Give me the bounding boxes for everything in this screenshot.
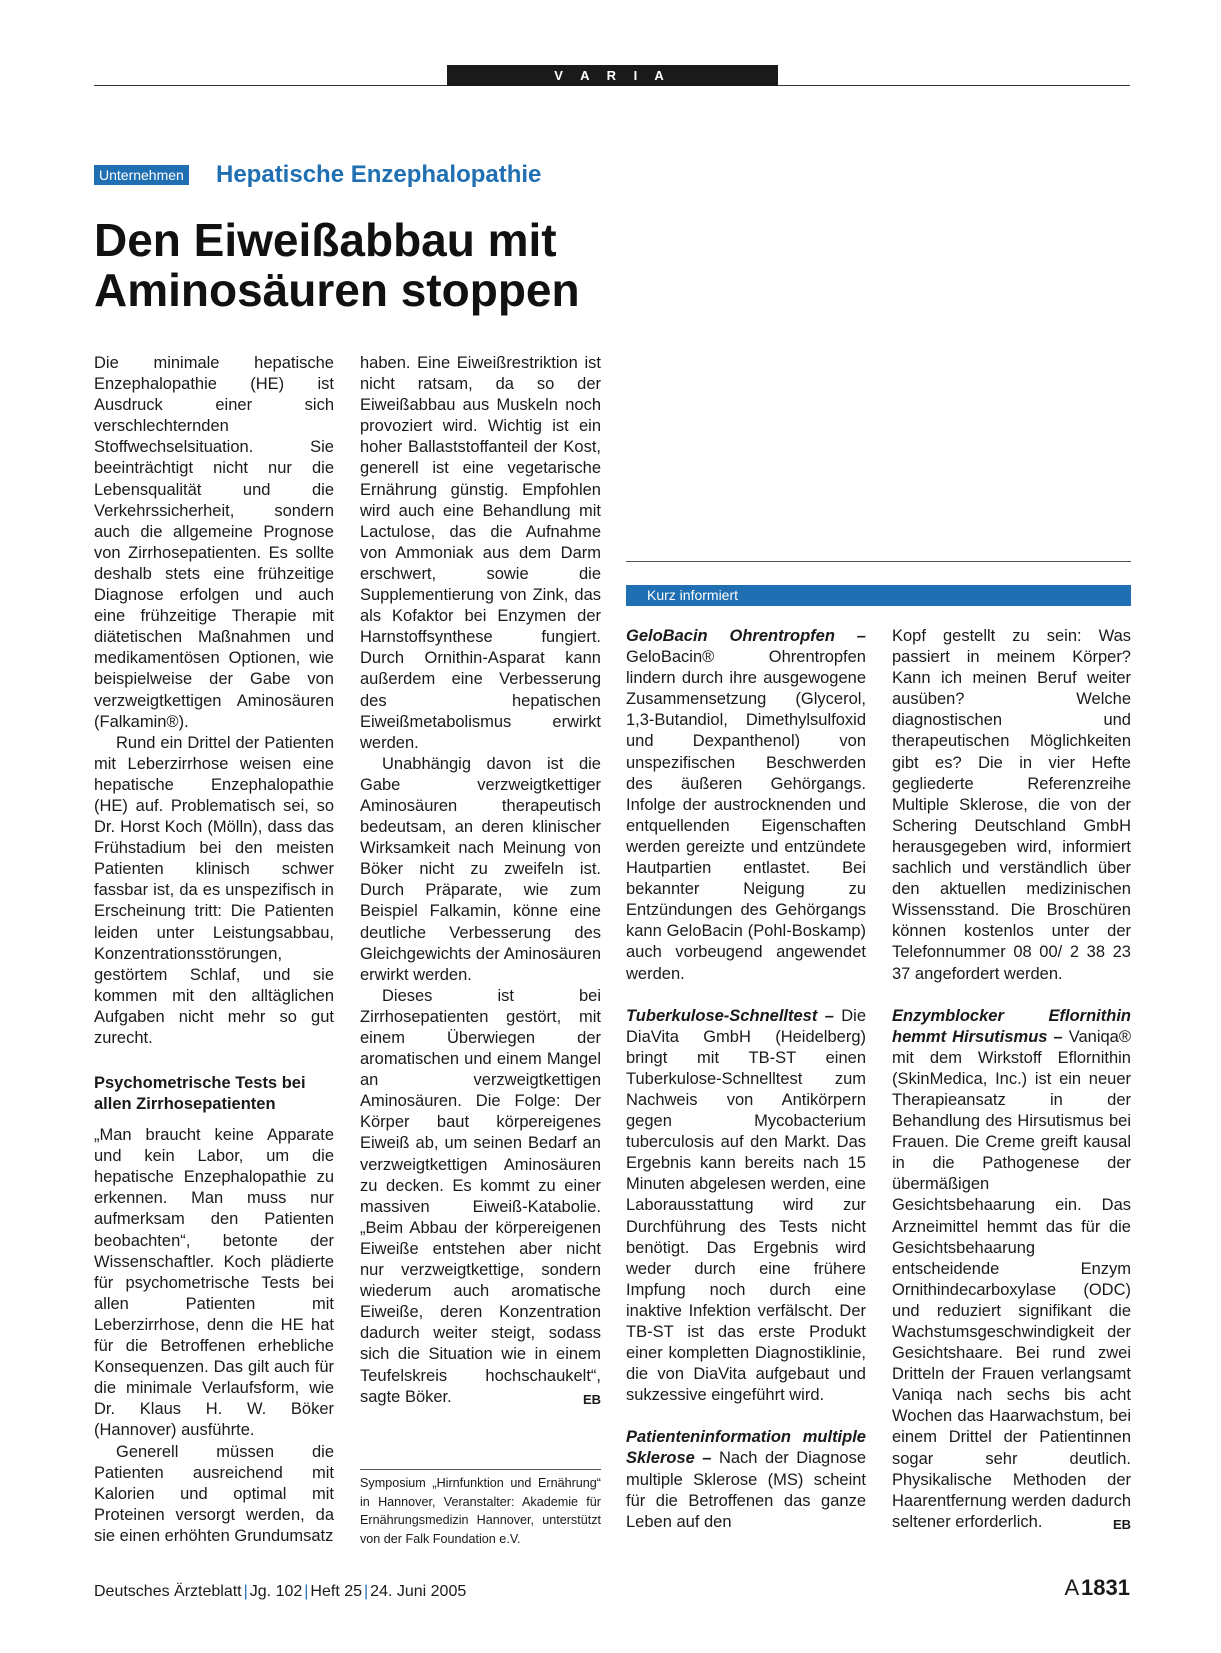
paragraph: Generell müssen die Patienten ausreichend mit Kalorien und optimal mit Proteinen versorgt werden, da sie einen erhöhten Grundumsatz [94,1442,334,1545]
news-item [626,1006,866,1407]
paragraph: haben. Eine Eiweißrestriktion ist nicht ratsam, da so der Eiweißabbau aus Muskeln noch provoziert wird. Wichtig ist ein hoher Ballaststoffanteil der Kost, generell ist eine vegetarische Ernährung günstig. Empfohlen wird auch eine Behandlung mit Lactulose, das die Aufnahme von Ammoniak aus dem Darm erschwert, sowie die Supplementierung von Zink, das als Kofaktor bei Enzymen der Harnstoffsynthese fungiert. Durch Ornithin-Asparat kann außerdem eine Verbesserung des hepatischen Eiweißmetabolismus erwirkt werden. [360,354,601,752]
news-item-text: GeloBacin® Ohrentropfen lindern durch ihre ausgewogene Zusammensetzung (Glycerol, 1,3-Butandiol, Dimethylsulfoxid und Dexpanthenol) von unspezifischen Beschwerden des äußeren Gehörgangs. Infolge der austrocknenden und entquellenden Eigenschaften werden gereizte und entzündete Hautpartien entlastet. Bei bekannter Neigung zu Entzündungen des Gehörgangs kann GeloBacin (Pohl-Boskamp) auch vorbeugend angewendet werden. [626,648,866,983]
paragraph: Rund ein Drittel der Patienten mit Leberzirrhose weisen eine hepatische Enzephalopathie (HE) auf. Problematisch sei, so Dr. Horst Koch (Mölln), dass das Frühstadium bei den meisten Patienten klinisch schwer fassbar ist, da es unspezifisch in Erscheinung tritt: Die Patienten leiden unter Leistungsabbau, Konzentrationsstörungen, gestörtem Schlaf, und sie kommen mit den alltäglichen Aufgaben nicht mehr so gut zurecht. [94,733,334,1047]
issue-date: 24. Juni 2005 [370,1583,467,1600]
paragraph: Dieses ist bei Zirrhosepatienten gestört, mit einem Überwiegen der aromatischen und einem Mangel an verzweigtkettigen Aminosäuren. Die Folge: Der Körper baut körpereigenes Eiweiß ab, um seinen Bedarf an verzweigtkettigen Aminosäuren zu decken. Es kommt zu einer massiven Eiweiß-Katabolie. „Beim Abbau der körpereigenen Eiweiße entstehen aber nicht nur verzweigtkettige, sondern wiederum auch aromatische Eiweiße, deren Konzentration dadurch weiter steigt, sodass sich die Situation wie in einem Teufelskreis hochschaukelt“, sagte Böker. [360,986,601,1406]
article-column-2 [360,353,601,1410]
article-subhead: Psychometrische Tests bei allen Zirrhosepatienten [94,1074,306,1114]
news-item-lead: Patienteninformation multiple Sklerose – [626,1428,866,1468]
page-footer: Deutsches Ärzteblatt | Jg. 102 | Heft 25 | 24. Juni 2005 A 1831 [94,1575,1130,1600]
news-item-continued: Kopf gestellt zu sein: Was passiert in meinem Körper? Kann ich meinen Beruf weiter ausüben? Welche diagnostischen und therapeutischen Möglichkeiten gibt es? Die in vier Hefte gegliederte Referenzreihe Multiple Sklerose, die von der Schering Deutschland GmbH herausgegeben wird, informiert sachlich und verständlich über den aktuellen medizinischen Wissensstand. Die Broschüren können kostenlos unter der Telefonnummer 08 00/ 2 38 23 37 angefordert werden. [892,627,1131,983]
page-number: A 1831 [1064,1575,1130,1600]
box-rule [626,561,1131,562]
news-item [626,1427,866,1532]
news-item-text: Nach der Diagnose multiple Sklerose (MS) scheint für die Betroffenen das ganze Leben auf den [626,1449,866,1531]
category-tag: Unternehmen [94,165,189,185]
volume: Jg. 102 [249,1583,303,1600]
author-initials: EB [582,1391,601,1407]
news-item [626,626,866,985]
paragraph: Die minimale hepatische Enzephalopathie (HE) ist Ausdruck einer sich verschlechternden Stoffwechselsituation. Sie beeinträchtigt nicht nur die Lebensqualität und die Verkehrssicherheit, sondern auch die allgemeine Prognose von Zirrhosepatienten. Es sollte deshalb stets eine frühzeitige Diagnose erfolgen und auch eine frühzeitige Therapie mit diätetischen Maßnahmen und medikamentösen Optionen, wie beispielweise der Gabe von verzweigtkettigen Aminosäuren (Falkamin®). [94,354,334,731]
news-item-lead: Enzymblocker Eflornithin hemmt Hirsutismus – [892,1006,1131,1046]
news-item-text: Vaniqa® mit dem Wirkstoff Eflornithin (SkinMedica, Inc.) ist ein neuer Therapieansatz in der Behandlung des Hirsutismus bei Frauen. Die Creme greift kausal in die Pathogenese der übermäßigen Gesichtsbehaarung ein. Das Arzneimittel hemmt das für die Gesichtsbehaarung entscheidende Enzym Ornithindecarboxylase (ODC) und reduziert signifikant die Wachstumsgeschwindigkeit der Gesichtshaare. Bei rund zwei Dritteln der Frauen verlangsamt Vaniqa nach sechs bis acht Wochen das Haarwachstum, bei einem Drittel der Patientinnen sogar sehr deutlich. Physikalische Methoden der Haarentfernung werden dadurch seltener erforderlich. [892,1027,1131,1531]
news-item-text: Die DiaVita GmbH (Heidelberg) bringt mit TB-ST einen Tuberkulose-Schnelltest zum Nachweis von Antikörpern gegen Mycobacterium tuberculosis auf den Markt. Das Ergebnis kann bereits nach 15 Minuten abgelesen werden, eine Laborausstattung wird zur Durchführung des Tests nicht benötigt. Das Ergebnis wird weder durch eine frühere Impfung noch durch eine inaktive Infektion verfälscht. Der TB-ST ist das erste Produkt einer kompletten Diagnostiklinie, die von DiaVita aufgebaut und sukzessive eingeführt wird. [626,1006,866,1405]
news-item-lead: GeloBacin Ohrentropfen – [626,627,866,645]
news-column-2 [892,626,1131,1535]
news-box-title: Kurz informiert [647,587,739,603]
news-column-1 [626,626,866,1533]
news-item [892,1006,1131,1533]
kicker-title: Hepatische Enzephalopathie [216,161,542,188]
headline-line-1: Den Eiweißabbau mit [94,214,557,266]
author-initials: EB [1112,1516,1131,1532]
news-box-header [626,585,1131,606]
section-label: V A R I A [447,65,778,86]
footnote-rule [360,1469,601,1470]
paragraph: „Man braucht keine Apparate und kein Labor, um die hepatische Enzephalopathie zu erkennen. Man muss nur aufmerksam den Patienten beobachten“, betonte der Wissenschaftler. Koch plädierte für psychometrische Tests bei allen Patienten mit Leberzirrhose, denn die HE hat für die Betroffenen erhebliche Konsequenzen. Das gilt auch für die minimale Verlaufsform, wie Dr. Klaus H. W. Böker (Hannover) ausführte. [94,1126,334,1440]
news-item-lead: Tuberkulose-Schnelltest – [626,1006,834,1025]
journal-name: Deutsches Ärzteblatt [94,1583,242,1600]
footnote: Symposium „Hirnfunktion und Ernährung“ in Hannover, Veranstalter: Akademie für Ernährungsmedizin Hannover, unterstützt von der Falk Foundation e.V. [360,1476,601,1546]
issue: Heft 25 [310,1583,363,1600]
headline-line-2: Aminosäuren stoppen [94,264,580,316]
article-column-1 [94,353,334,1547]
page-title [94,215,654,315]
paragraph: Unabhängig davon ist die Gabe verzweigtkettiger Aminosäuren therapeutisch bedeutsam, an deren klinischer Wirksamkeit nach Meinung von Böker nicht zu zweifeln ist. Durch Präparate, wie zum Beispiel Falkamin, könne eine deutliche Verbesserung des Gleichgewichts der Aminosäuren erwirkt werden. [360,754,601,984]
